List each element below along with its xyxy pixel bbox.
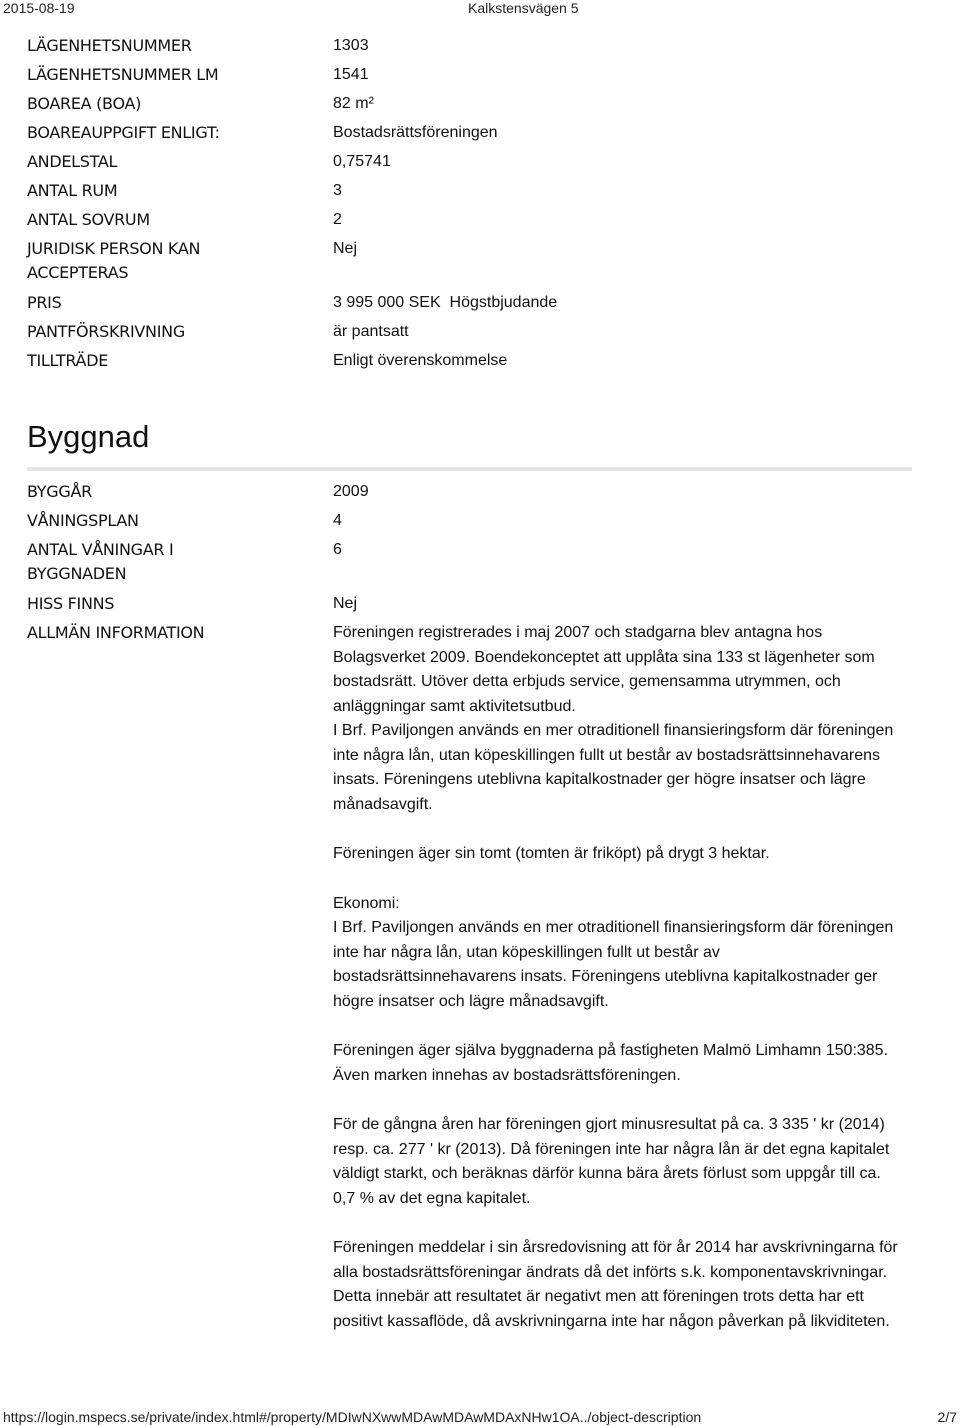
property-row [27, 237, 912, 285]
property-label: ANTAL RUM [27, 181, 118, 200]
property-row [27, 121, 912, 145]
property-row [27, 349, 912, 373]
property-value: är pantsatt [333, 323, 409, 340]
property-label: BOAREA (BOA) [27, 94, 142, 113]
property-value: 0,75741 [333, 153, 391, 170]
property-label: ANDELSTAL [27, 152, 118, 171]
property-value: 3 995 000 SEK Högstbjudande [333, 294, 558, 311]
building-label: ANTAL VÅNINGAR I BYGGNADEN [27, 540, 174, 583]
property-value: Enligt överenskommelse [333, 352, 508, 369]
building-value: 6 [333, 541, 342, 558]
building-label: VÅNINGSPLAN [27, 511, 139, 530]
print-footer [0, 1409, 960, 1426]
general-information-row [27, 621, 912, 1359]
building-row [27, 538, 912, 586]
info-paragraph: Föreningen äger sin tomt (tomten är friköpt) på drygt 3 hektar. [333, 845, 770, 862]
property-value: 1541 [333, 66, 369, 83]
property-value: Nej [333, 240, 358, 257]
property-label: PRIS [27, 293, 62, 312]
building-value: Nej [333, 595, 358, 612]
info-paragraph: Ekonomi: I Brf. Paviljongen används en mer otraditionell finansieringsform där föreningen inte har några lån, utan köpeskillingen fullt ut består av bostadsrättsinnehavarens insats. Föreningens uteblivna kapitalkostnader ger högre insatser och lägre månadsavgift. [333, 894, 894, 1010]
property-label: LÄGENHETSNUMMER LM [27, 65, 219, 84]
building-label: BYGGÅR [27, 482, 92, 501]
building-label: HISS FINNS [27, 594, 115, 613]
property-row [27, 92, 912, 116]
building-value: 4 [333, 512, 342, 529]
object-description [27, 34, 912, 1359]
info-paragraph: Föreningen äger själva byggnaderna på fastigheten Malmö Limhamn 150:385. Även marken innehas av bostadsrättsföreningen. [333, 1042, 889, 1084]
property-label: PANTFÖRSKRIVNING [27, 322, 185, 341]
property-row [27, 208, 912, 232]
property-address: Kalkstensvägen 5 [468, 0, 579, 16]
info-paragraph: För de gångna åren har föreningen gjort minusresultat på ca. 3 335 ' kr (2014) resp. ca. 277 ' kr (2013). Då föreningen inte har några lån är det egna kapitalet väldigt starkt, och beräknas därför kunna bära årets förlust som uppgår till ca. 0,7 % av det egna kapitalet. [333, 1116, 890, 1207]
section-title-building: Byggnad [27, 417, 912, 471]
building-row [27, 592, 912, 616]
property-label: TILLTRÄDE [27, 351, 109, 370]
property-label: ANTAL SOVRUM [27, 210, 150, 229]
property-value: Bostadsrättsföreningen [333, 124, 498, 141]
info-paragraph: Föreningen registrerades i maj 2007 och stadgarna blev antagna hos Bolagsverket 2009. Boendekonceptet att upplåta sina 133 st lägenheter som bostadsrätt. Utöver detta erbjuds service, gemensamma utrymmen, och anläggningar samt aktivitetsutbud. I Brf. Paviljongen används en mer otraditionell finansieringsform där föreningen inte några lån, utan köpeskillingen fullt ut består av bostadsrättsinnehavarens insats. Föreningens uteblivna kapitalkostnader ger högre insatser och lägre månadsavgift. [333, 624, 894, 813]
general-information-text [333, 621, 912, 1359]
property-row [27, 291, 912, 315]
general-information-label: ALLMÄN INFORMATION [27, 623, 205, 642]
info-paragraph: Föreningen meddelar i sin årsredovisning att för år 2014 har avskrivningarna för alla bostadsrättsföreningar ändrats då det införts s.k. komponentavskrivningar. Detta innebär att resultatet är negativt men att föreningen trots detta har ett positivt kassaflöde, då avskrivningarna inte har någon påverkan på likviditeten. [333, 1239, 898, 1330]
building-row [27, 480, 912, 504]
property-label: BOAREAUPPGIFT ENLIGT: [27, 123, 220, 142]
page-number: 2/7 [937, 1409, 957, 1425]
building-value: 2009 [333, 483, 369, 500]
property-label: LÄGENHETSNUMMER [27, 36, 192, 55]
page-url: https://login.mspecs.se/private/index.html#/property/MDIwNXwwMDAwMDAwMDAxNHw1OA../object-description [3, 1409, 702, 1425]
property-row [27, 63, 912, 87]
property-value: 3 [333, 182, 342, 199]
property-row [27, 150, 912, 174]
print-date: 2015-08-19 [3, 0, 75, 16]
property-row [27, 179, 912, 203]
print-header [0, 0, 960, 20]
property-value: 82 m² [333, 95, 374, 112]
property-value: 2 [333, 211, 342, 228]
property-label: JURIDISK PERSON KAN ACCEPTERAS [27, 239, 201, 282]
building-row [27, 509, 912, 533]
property-row [27, 320, 912, 344]
property-row [27, 34, 912, 58]
property-value: 1303 [333, 37, 369, 54]
